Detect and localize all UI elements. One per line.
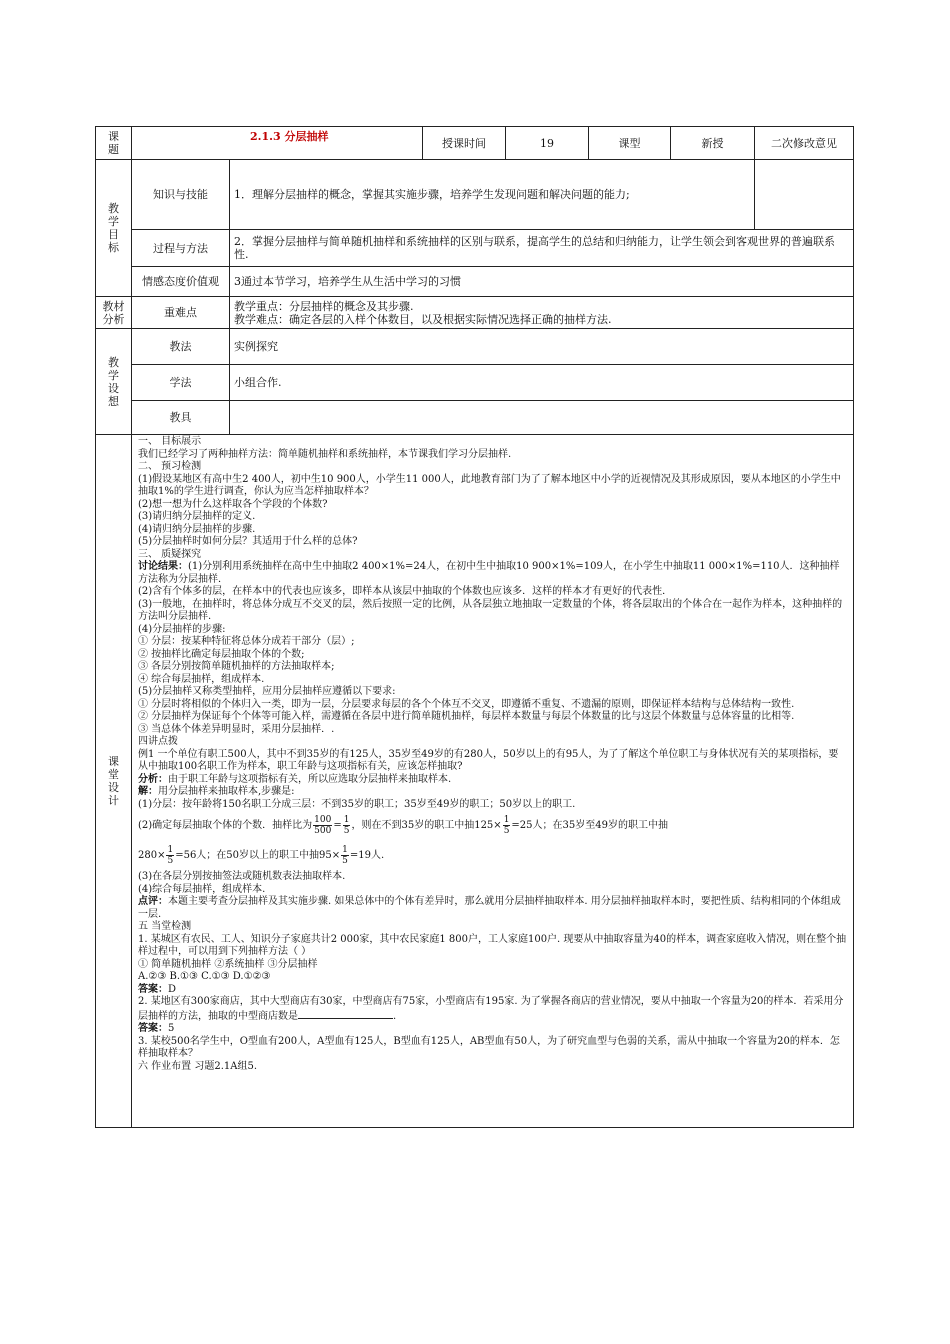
teaching-aids-text (230, 401, 854, 435)
goal-text-process: 2．掌握分层抽样与简单随机抽样和系统抽样的区别与联系，提高学生的总结和归纳能力，让学生领会到客观世界的普遍联系性. (230, 230, 854, 267)
content-line: ② 按抽样比确定每层抽取个体的个数; (138, 648, 305, 660)
solution-step-2: (2)确定每层抽取个体的个数．抽样比为 $\frac{100}{500}$ = $\frac{1}{5}$ ，则在不到35岁的职工中抽125× $\frac{1}{5}$ =25人；在35岁至49岁的职工中抽 (138, 815, 668, 836)
revision-cell (755, 160, 854, 230)
content-line: 四讲点拨 (138, 736, 178, 747)
content-line: ④ 综合每层抽样，组成样本. (138, 673, 265, 685)
content-line: ① 分层：按某种特征将总体分成若干部分（层）; (138, 636, 355, 647)
solution-step-2-cont: 280× $\frac{1}{5}$ =56人；在50岁以上的职工中抽95× $\frac{1}{5}$ =19人. (138, 845, 385, 866)
content-line: ① 简单随机抽样 ②系统抽样 ③分层抽样 (138, 958, 318, 970)
example-question: 例1 一个单位有职工500人，其中不到35岁的有125人，35岁至49岁的有280人，50岁以上的有95人，为了了解这个单位职工与身体状况有关的某项指标，要从中抽取100名职工作为样本，职工年龄与这项指标有关，应该怎样抽取? (138, 748, 839, 772)
content-line: 三、 质疑探究 (138, 548, 202, 560)
answer-1: 答案：D (138, 983, 177, 995)
key-points-label: 重难点 (132, 297, 230, 329)
content-line: ② 分层抽样为保证每个个体等可能入样，需遵循在各层中进行简单随机抽样，每层样本数量与每层个体数量的比与这层个体数量与总体容量的比相等. (138, 711, 795, 722)
fraction-100-500: $\frac{100}{500}$ (314, 815, 332, 836)
goal-label-attitude: 情感态度价值观 (132, 267, 230, 297)
content-line: (3)请归纳分层抽样的定义. (138, 511, 256, 522)
learning-method-label: 学法 (132, 365, 230, 401)
answer-2: 答案：5 (138, 1023, 175, 1034)
analysis-side-label: 教材 分析 (96, 297, 132, 329)
revision-opinion-label: 二次修改意见 (755, 127, 854, 160)
design-side-label: 教 学 设 想 (96, 329, 132, 435)
fraction-1-5: $\frac{1}{5}$ (342, 845, 348, 866)
content-line: ③ 各层分别按简单随机抽样的方法抽取样本; (138, 661, 335, 672)
key-point-line: 教学重点：分层抽样的概念及其步骤. (234, 299, 414, 313)
teaching-aids-label: 教具 (132, 401, 230, 435)
content-line: (1)假设某地区有高中生2 400人，初中生10 900人，小学生11 000人，此地教育部门为了了解本地区中小学的近视情况及其形成原因，要从本地区的小学生中抽取1%的学生进行调查，你认为应当怎样抽取样本？ (138, 473, 841, 497)
goals-side-label: 教 学 目 标 (96, 160, 132, 297)
classroom-content (132, 435, 854, 1128)
content-line: 我们已经学习了两种抽样方法：简单随机抽样和系统抽样，本节课我们学习分层抽样. (138, 448, 512, 460)
content-line: ③ 当总体个体差异明显时，采用分层抽样．. (138, 723, 335, 735)
content-line: (3)在各层分别按抽签法或随机数表法抽取样本. (138, 871, 346, 882)
question-3: 3. 某校500名学生中，O型血有200人，A型血有125人，B型血有125人，AB型血有50人，为了研究血型与色弱的关系，需从中抽取一个容量为20的样本．怎样抽取样本？ (138, 1035, 840, 1059)
classroom-side-label: 课 堂 设 计 (96, 435, 132, 1128)
key-points-text (230, 297, 854, 329)
content-line: (4)请归纳分层抽样的步骤. (138, 523, 256, 535)
homework: 六 作业布置 习题2.1A组5. (138, 1060, 258, 1072)
content-line: (2)含有个体多的层，在样本中的代表也应该多，即样本从该层中抽取的个体数也应该多．这样的样本才有更好的代表性． (138, 586, 673, 597)
example-review: 点评：本题主要考查分层抽样及其实施步骤. 如果总体中的个体有差异时，那么就用分层抽样抽取样本. 用分层抽样抽取样本时，要把性质、结构相同的个体组成一层. (138, 896, 841, 920)
topic-label: 课 题 (96, 127, 132, 160)
solution-step-1: (1)分层：按年龄将150名职工分成三层：不到35岁的职工；35岁至49岁的职工；50岁以上的职工. (138, 798, 576, 810)
lesson-title: 2.1.3 分层抽样 (132, 127, 423, 160)
teaching-time-value: 19 (506, 127, 589, 160)
lesson-plan-table (95, 126, 854, 1128)
example-solution: 解：用分层抽样来抽取样本,步骤是: (138, 786, 295, 797)
content-line: 1. 某城区有农民、工人、知识分子家庭共计2 000家，其中农民家庭1 800户，工人家庭100户. 现要从中抽取容量为40的样本，调查家庭收入情况，则在整个抽样过程中，可以用到下列抽样方法（ ） (138, 933, 847, 957)
content-line: 五 当堂检测 (138, 921, 192, 932)
goal-label-knowledge: 知识与技能 (132, 160, 230, 230)
goal-text-knowledge: 1．理解分层抽样的概念，掌握其实施步骤，培养学生发现问题和解决问题的能力; (230, 160, 755, 230)
teaching-method-text: 实例探究 (230, 329, 854, 365)
learning-method-text: 小组合作. (230, 365, 854, 401)
content-line: 一、 目标展示 (138, 436, 202, 447)
content-line: (3)一般地，在抽样时，将总体分成互不交叉的层，然后按照一定的比例，从各层独立地抽取一定数量的个体，将各层取出的个体合在一起作为样本，这种抽样的方法叫分层抽样. (138, 598, 843, 622)
content-line: (5)分层抽样时如何分层？其适用于什么样的总体? (138, 536, 358, 547)
example-analysis: 分析：由于职工年龄与这项指标有关，所以应选取分层抽样来抽取样本. (138, 773, 452, 785)
fraction-1-5: $\frac{1}{5}$ (503, 815, 510, 836)
fraction-1-5: $\frac{1}{5}$ (167, 845, 174, 866)
content-line: (5)分层抽样又称类型抽样，应用分层抽样应遵循以下要求: (138, 686, 396, 697)
content-line: A.②③ B.①③ C.①③ D.①②③ (138, 971, 271, 982)
teaching-method-label: 教法 (132, 329, 230, 365)
content-line: (2)想一想为什么这样取各个学段的个体数? (138, 498, 328, 510)
discussion-result: 讨论结果：(1)分别利用系统抽样在高中生中抽取2 400×1%=24人，在初中生中抽取10 900×1%=109人，在小学生中抽取11 000×1%=110人．这种抽样方法称为分层抽样． (138, 561, 840, 585)
goal-text-attitude: 3通过本节学习，培养学生从生活中学习的习惯 (230, 267, 854, 297)
goal-label-process: 过程与方法 (132, 230, 230, 267)
teaching-time-label: 授课时间 (423, 127, 506, 160)
content-line: (4)综合每层抽样，组成样本. (138, 883, 266, 895)
content-line: 二、 预习检测 (138, 461, 202, 472)
question-2: 2. 某地区有300家商店，其中大型商店有30家，中型商店有75家，小型商店有195家. 为了掌握各商店的营业情况，要从中抽取一个容量为20的样本．若采用分层抽样的方法，抽取的中型商店数是 . (138, 996, 844, 1022)
answer-blank (298, 1009, 393, 1019)
lesson-type-label: 课型 (589, 127, 671, 160)
content-line: ① 分层时将相似的个体归入一类，即为一层，分层要求每层的各个个体互不交叉，即遵循不重复、不遗漏的原则，即保证样本结构与总体结构一致性. (138, 698, 795, 710)
lesson-type-value: 新授 (671, 127, 755, 160)
content-line: (4)分层抽样的步骤: (138, 623, 226, 635)
difficult-point-line: 教学难点：确定各层的入样个体数目，以及根据实际情况选择正确的抽样方法. (234, 312, 612, 326)
fraction-1-5: $\frac{1}{5}$ (343, 815, 350, 836)
